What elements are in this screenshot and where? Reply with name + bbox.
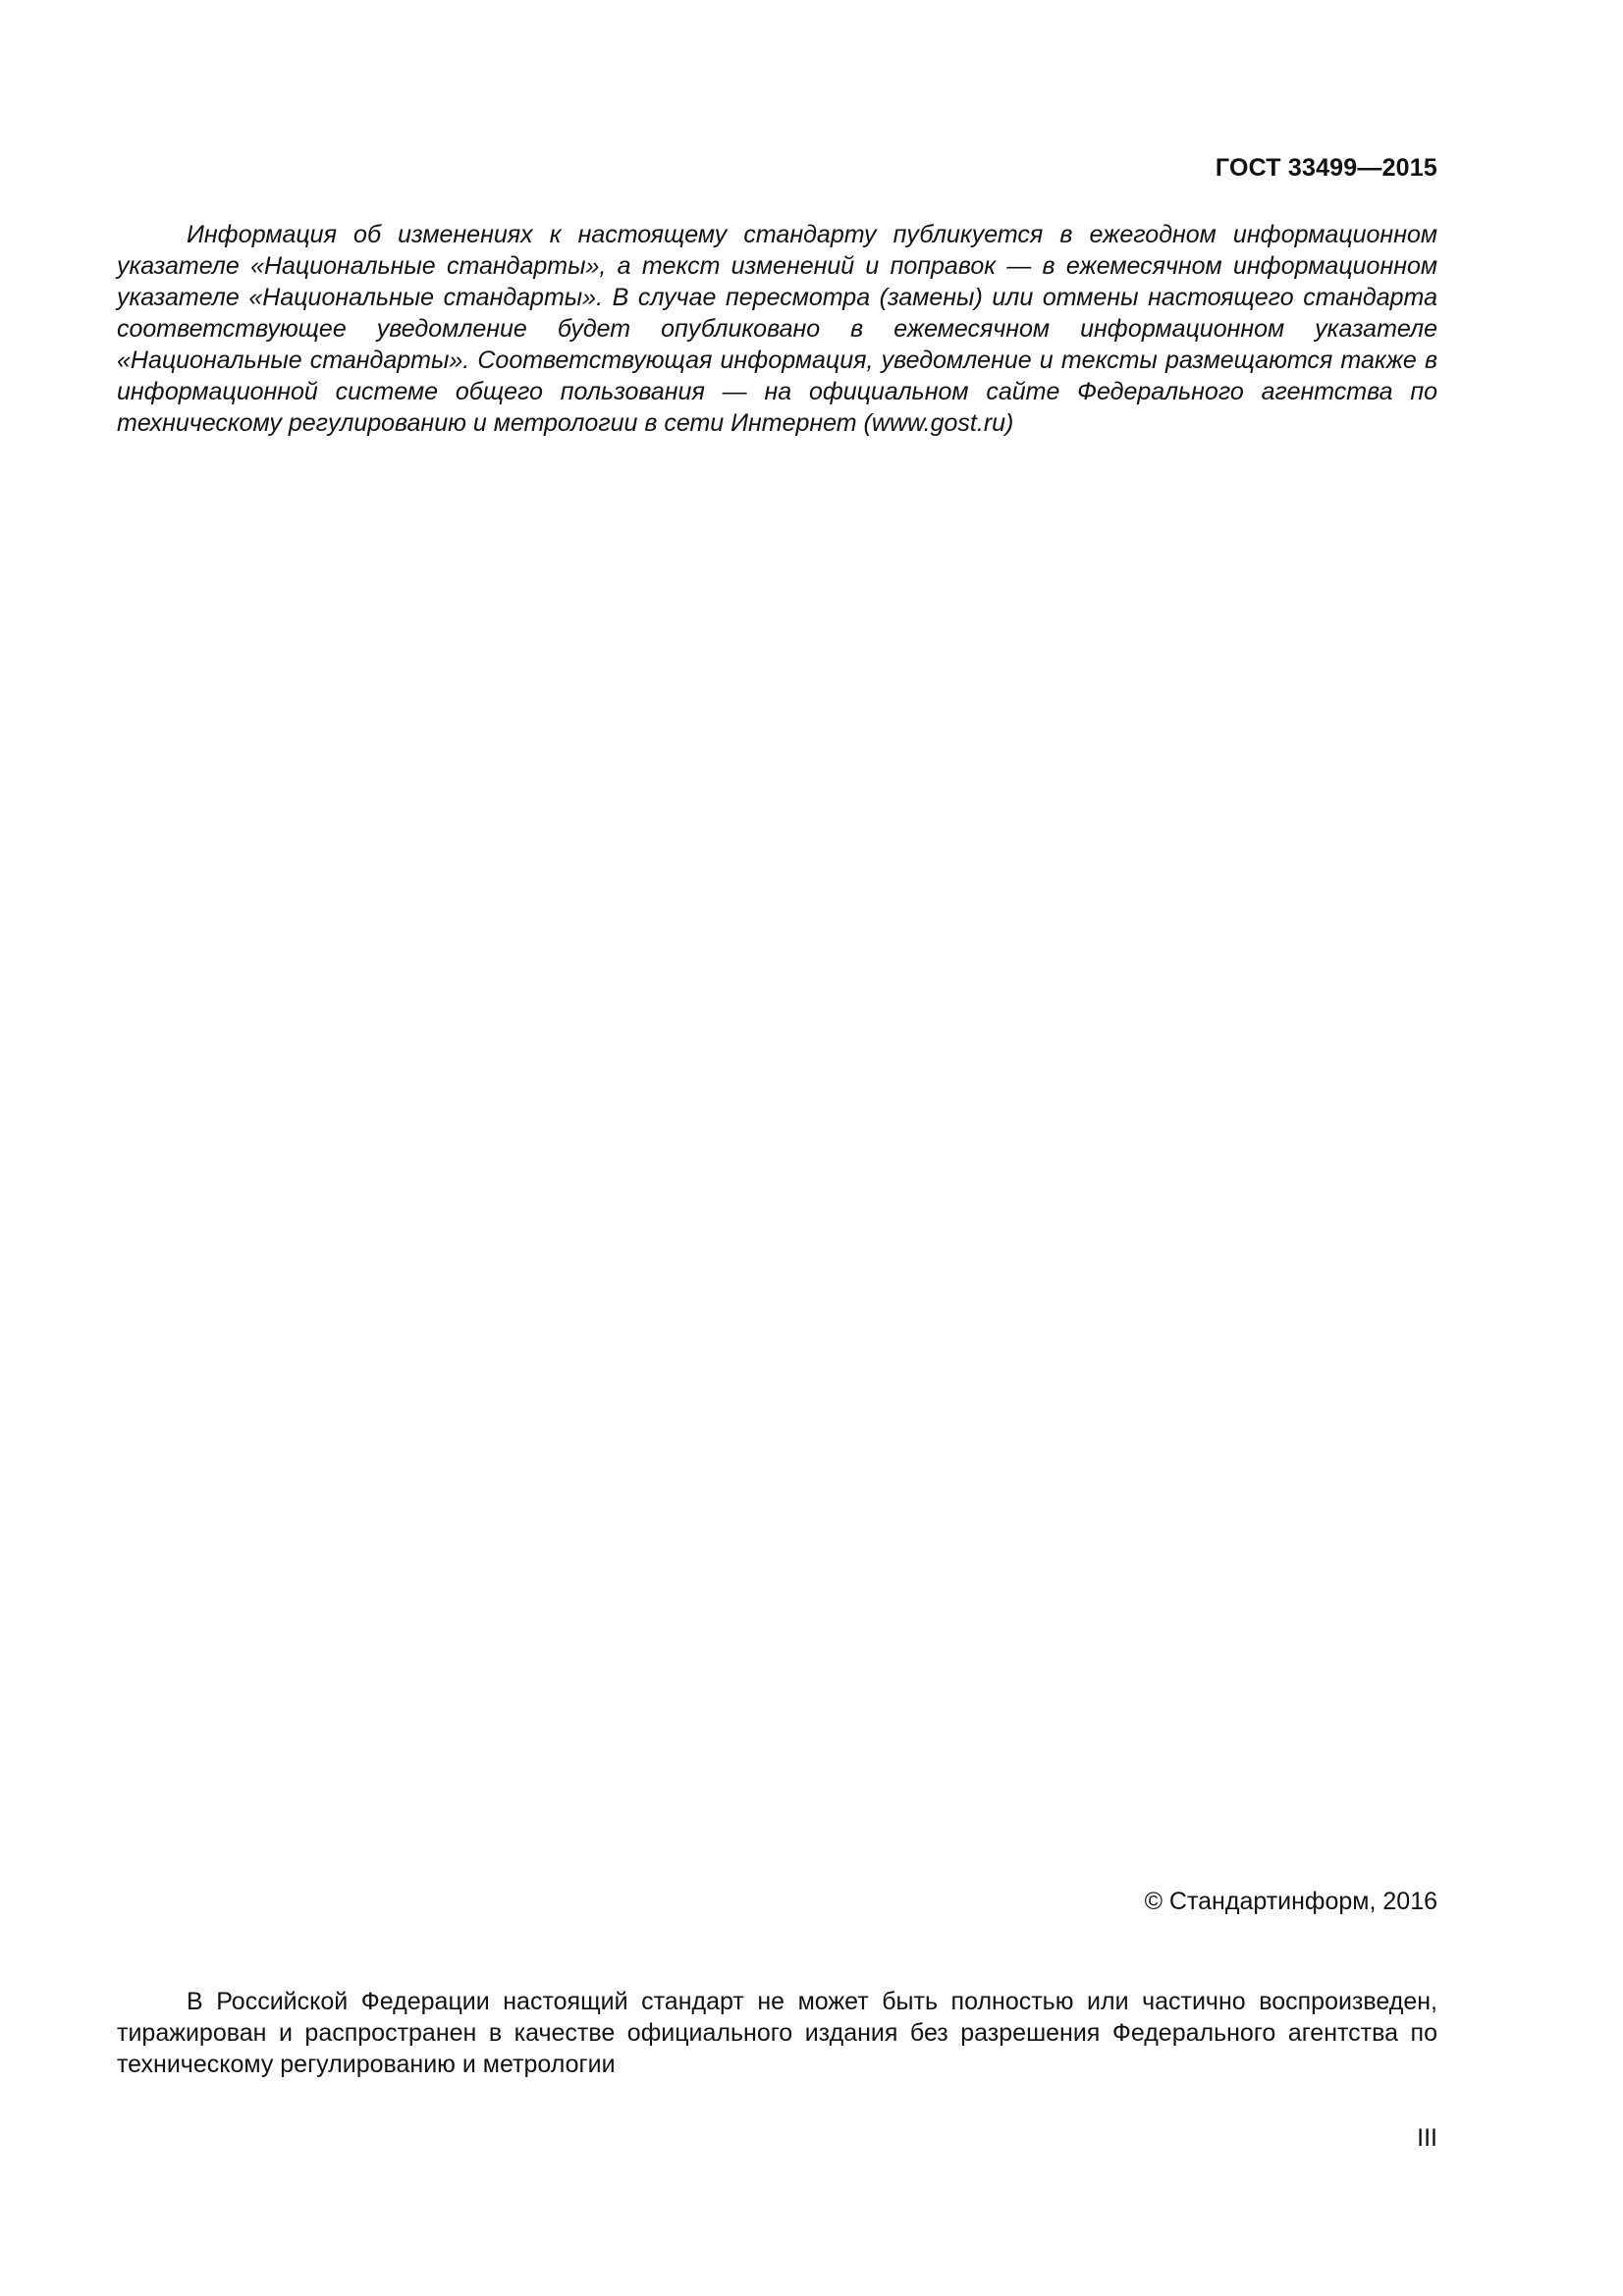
document-id: ГОСТ 33499—2015 (1215, 154, 1437, 182)
amendments-info-paragraph: Информация об изменениях к настоящему стандарту публикуется в ежегодном информационном указателе «Национальные стандарты», а текст изменений и поправок — в ежемесячном информационном указателе «Национальные стандарты». В случае пересмотра (замены) или отмены настоящего стандарта соответствующее уведомление будет опубликовано в ежемесячном информационном указателе «Национальные стандарты». Соответствующая информация, уведомление и тексты размещаются также в информационной системе общего пользования — на официальном сайте Федерального агентства по техническому регулированию и метрологии в сети Интернет (www.gost.ru) (117, 221, 1437, 437)
copyright-notice: © Стандартинформ, 2016 (1144, 1888, 1437, 1915)
page-number: III (1417, 2124, 1437, 2152)
reproduction-rights-paragraph: В Российской Федерации настоящий стандарт не может быть полностью или частично воспроизведен, тиражирован и распространен в качестве официального издания без разрешения Федерального агентства по техническому регулированию и метрологии (117, 1988, 1437, 2078)
